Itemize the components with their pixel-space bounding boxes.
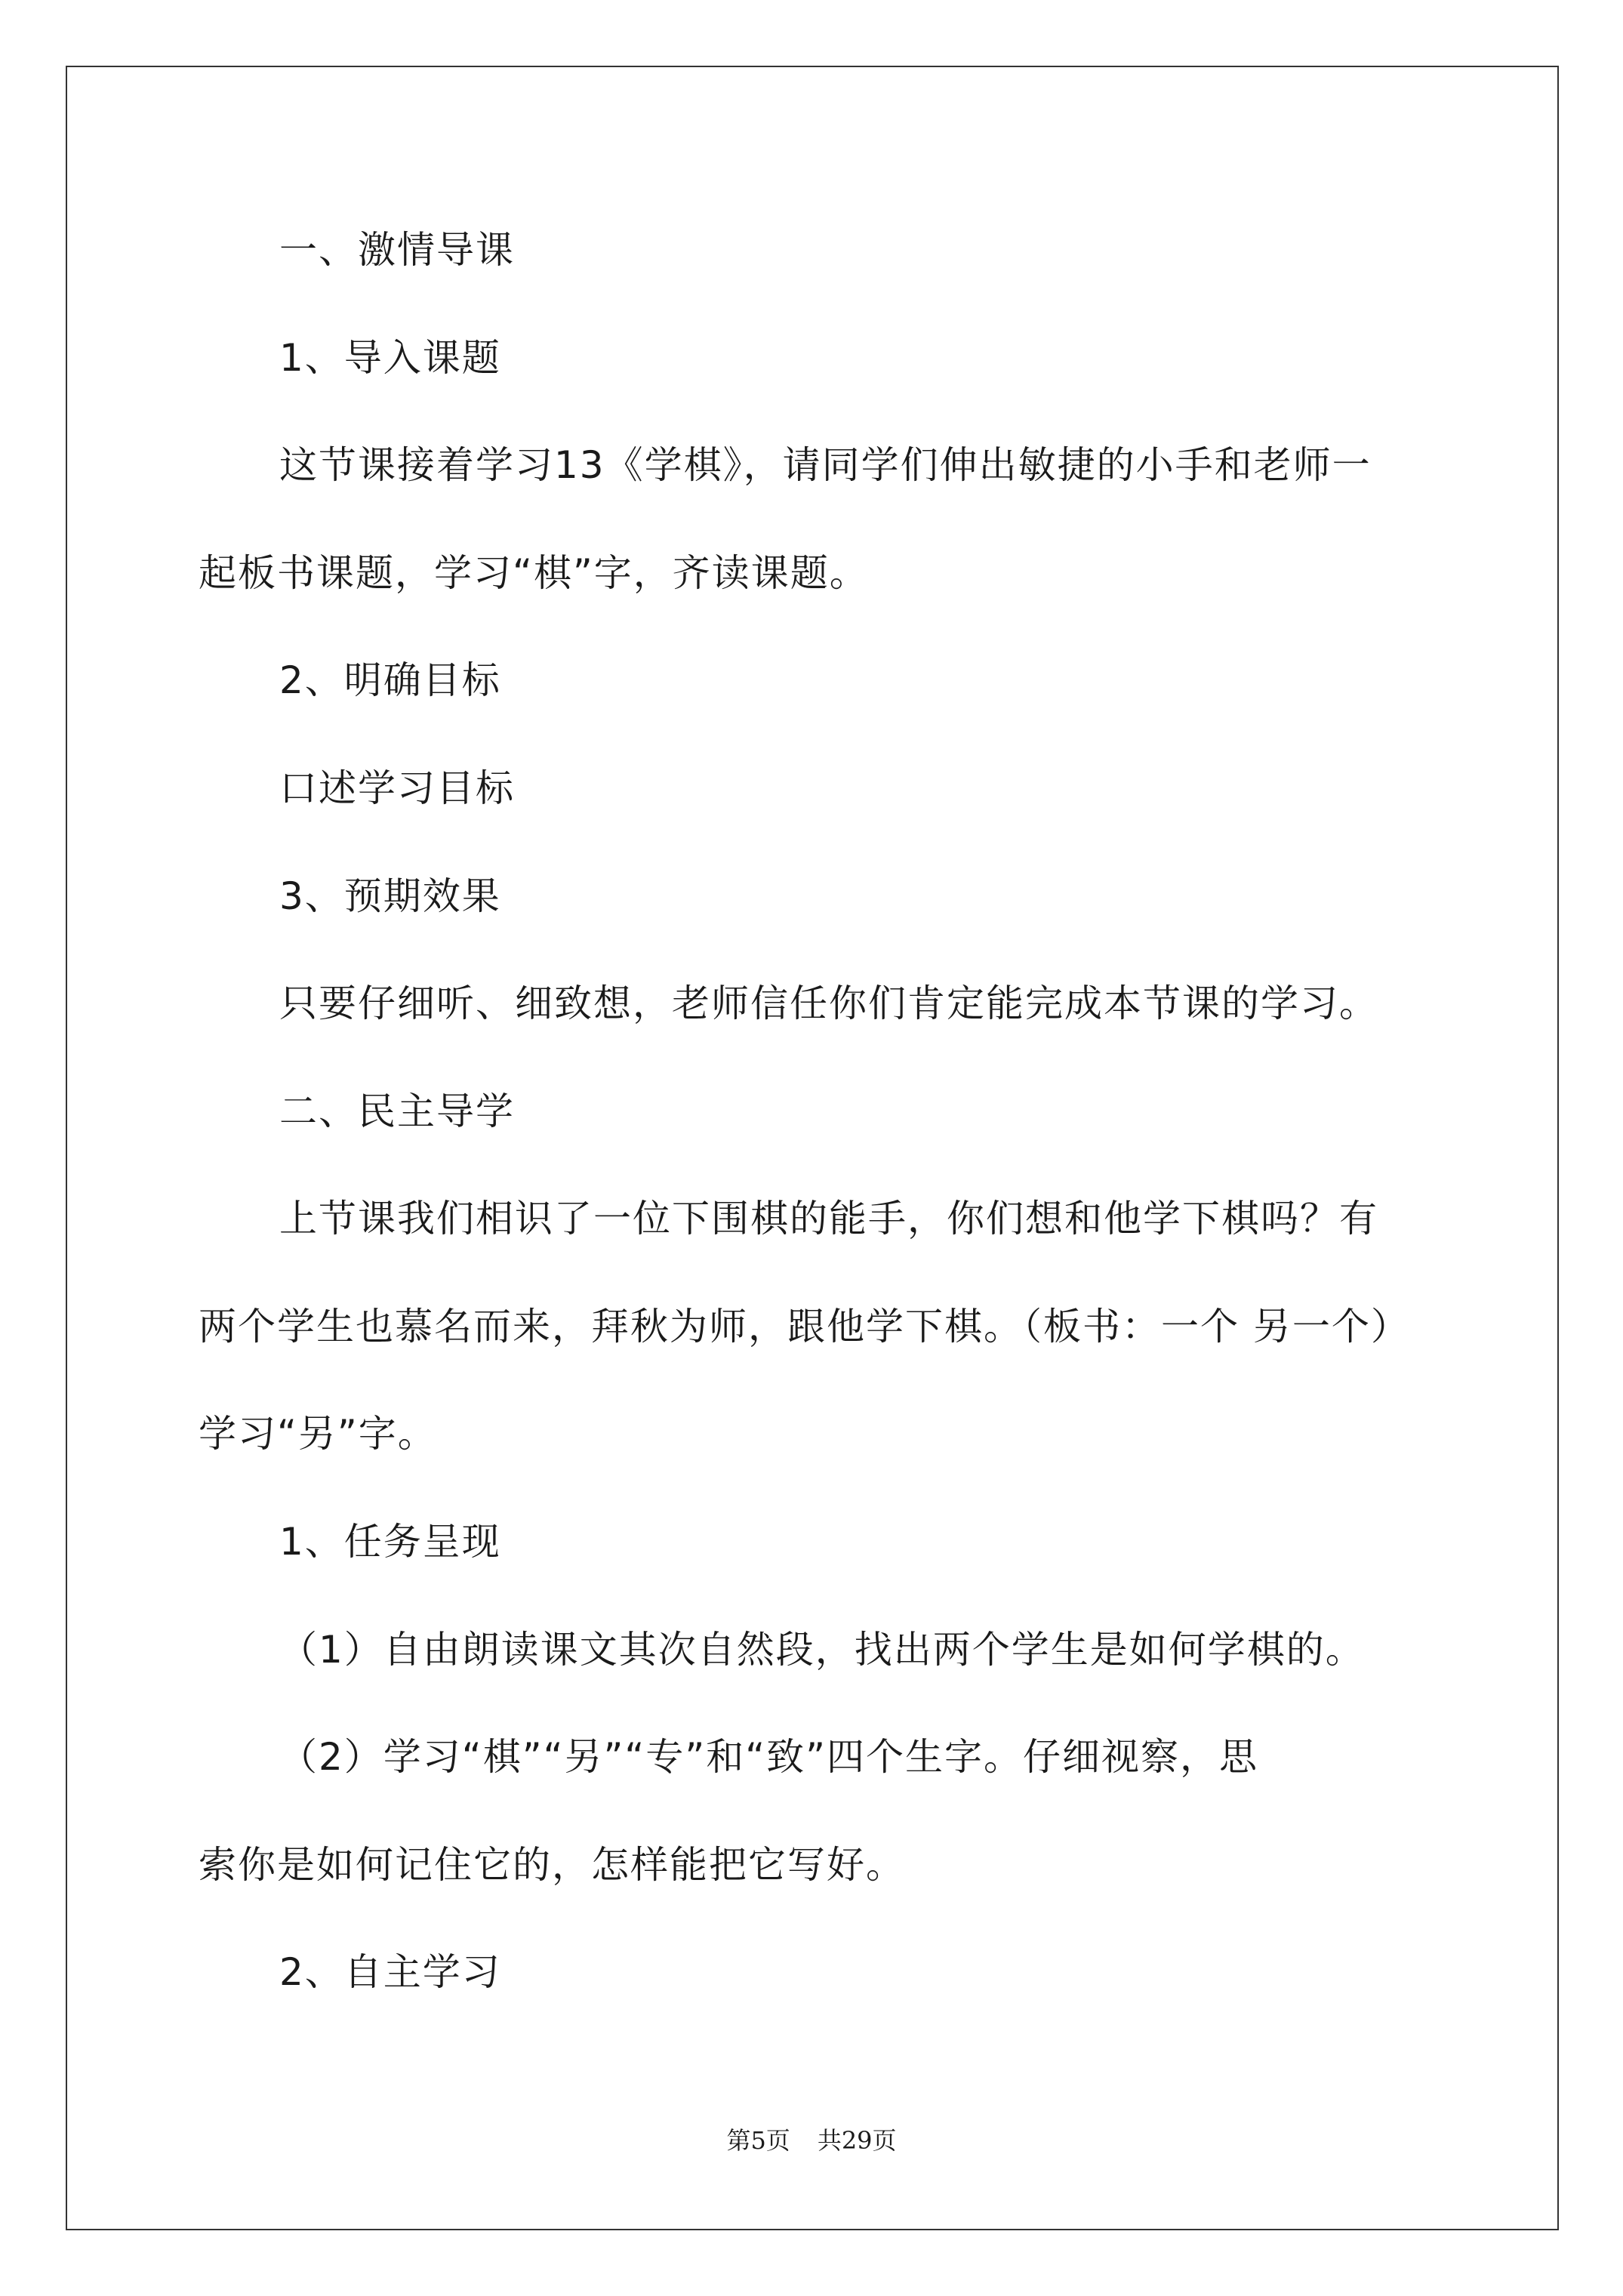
paragraph-line: 起板书课题，学习“棋”字，齐读课题。 [199,551,869,595]
subheading-task-presentation: 1、任务呈现 [279,1520,501,1564]
paragraph-line: 索你是如何记住它的，怎样能把它写好。 [199,1843,905,1887]
heading-section-1: 一、激情导课 [279,228,515,272]
heading-section-2: 二、民主导学 [279,1089,515,1133]
page-number: 第5页 [726,2126,790,2155]
page-total: 共29页 [817,2126,897,2155]
page-footer [0,2125,1623,2156]
paragraph-line: 口述学习目标 [279,766,515,810]
paragraph-line: （2）学习“棋”“另”“专”和“致”四个生字。仔细视察，思 [279,1735,1259,1779]
paragraph-line: 这节课接着学习13《学棋》，请同学们伸出敏捷的小手和老师一 [279,443,1372,487]
subheading-import-topic: 1、导入课题 [279,336,501,380]
paragraph-line: 两个学生也慕名而来，拜秋为师，跟他学下棋。（板书：一个 另一个） [199,1305,1410,1348]
paragraph-line: 上节课我们相识了一位下围棋的能手，你们想和他学下棋吗？有 [279,1197,1378,1240]
paragraph-line: （1）自由朗读课文其次自然段，找出两个学生是如何学棋的。 [279,1628,1365,1672]
subheading-clear-goal: 2、明确目标 [279,658,501,702]
page-border [66,66,1559,2230]
subheading-self-study: 2、自主学习 [279,1950,501,1994]
paragraph-line: 学习“另”字。 [199,1412,437,1456]
subheading-expected-effect: 3、预期效果 [279,874,501,918]
paragraph-line: 只要仔细听、细致想，老师信任你们肯定能完成本节课的学习。 [279,982,1378,1025]
